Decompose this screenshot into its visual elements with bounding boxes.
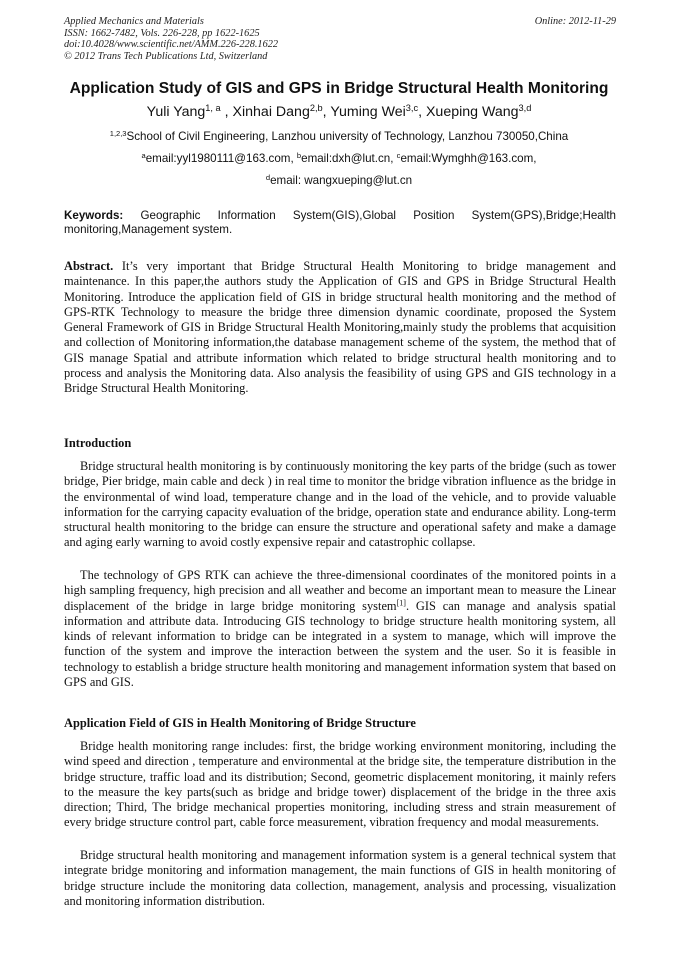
author-sep: , <box>220 104 229 120</box>
doi-line: doi:10.4028/www.scientific.net/AMM.226-228.1622 <box>64 39 279 51</box>
author-name: Xinhai Dang <box>232 104 310 120</box>
author-list <box>40 104 638 120</box>
abstract-label: Abstract. <box>64 259 114 273</box>
author-name: Yuming Wei <box>330 104 406 120</box>
online-date: Online: 2012-11-29 <box>534 16 616 27</box>
citation-ref: [1] <box>396 598 406 608</box>
section-heading-application: Application Field of GIS in Health Monitoring of Bridge Structure <box>64 716 416 730</box>
paragraph <box>64 568 616 690</box>
affiliation-text: School of Civil Engineering, Lanzhou university of Technology, Lanzhou 730050,China <box>126 130 569 143</box>
journal-header <box>64 16 616 62</box>
keywords-label: Keywords: <box>64 209 124 222</box>
affiliation-sup: 1,2,3 <box>109 128 127 138</box>
paragraph-text: The technology of GPS RTK can achieve the three-dimensional coordinates of the monitored points in a high sampling frequency, high precision and all weather and become an important mean to measure the Linear displacement of the bridge in large bridge monitoring system <box>64 568 616 613</box>
keywords-text: Geographic Information System(GIS),Global Position System(GPS),Bridge;Health monitoring,Management system. <box>64 209 616 237</box>
paragraph: Bridge health monitoring range includes: first, the bridge working environment monitoring, including the wind speed and direction , temperature and environmental at the bridge site, the temperature distribution in the bridge structure, traffic load and its distribution; Second, geometric displacement monitoring, it mainly refers to the measure the key parts(such as bridge and bridge tower) displacement of the bridge in the three axis direction; Third, The bridge mechanical properties monitoring, including stress and strain measurement of every bridge structure control part, cable force measurement, vibration frequency and modal measurements. <box>64 739 616 830</box>
author-sup: 3,d <box>518 102 532 113</box>
author-sup: 3,c <box>405 102 419 113</box>
paper-title: Application Study of GIS and GPS in Bridge Structural Health Monitoring <box>69 80 609 97</box>
email-text: email:dxh@lut.cn, <box>301 152 397 165</box>
copyright-line: © 2012 Trans Tech Publications Ltd, Switzerland <box>64 50 268 62</box>
author-sep: , <box>418 104 426 120</box>
keywords <box>64 209 616 238</box>
email-text: email:Wymghh@163.com, <box>400 152 537 165</box>
paragraph-text: . GIS can manage and analysis spatial information and attribute data. Introducing GIS technology to bridge structure health monitoring system, all kinds of relevant information to bridge can be integrated in a system to manage, which will improve the function of the system and improve the interaction between the system and the user. So it is feasible in technology to establish a bridge structure health monitoring and management information system that based on GPS and GIS. <box>64 598 616 689</box>
email-line <box>40 174 638 187</box>
affiliation <box>40 130 638 143</box>
author-sep: , <box>322 104 331 120</box>
author-name: Yuli Yang <box>146 104 206 120</box>
email-sup: d <box>265 172 271 182</box>
email-sup: c <box>396 150 401 160</box>
abstract <box>64 259 616 396</box>
author-sup: 1, a <box>205 102 221 113</box>
author-name: Xueping Wang <box>425 104 519 120</box>
email-sup: b <box>296 150 302 160</box>
email-text: email:yyl1980111@163.com, <box>145 152 297 165</box>
section-heading-introduction: Introduction <box>64 436 132 450</box>
issn-line: ISSN: 1662-7482, Vols. 226-228, pp 1622-1625 <box>64 27 260 39</box>
paragraph: Bridge structural health monitoring and management information system is a general technical system that integrate bridge monitoring and information management, the main functions of GIS in health monitoring of bridge structure include the monitoring data collection, management, analysis and processing, visualization and monitoring information distribution. <box>64 848 616 908</box>
author-sup: 2,b <box>309 102 323 113</box>
email-sup: a <box>141 150 146 160</box>
paragraph: Bridge structural health monitoring is by continuously monitoring the key parts of the bridge (such as tower bridge, Pier bridge, main cable and deck ) in real time to monitor the bridge vibration influence as the bridge in the environmental of wind load, temperature change and in the load of the vehicle, and to provide valuable information for the carrying capacity evaluation of the bridge, operation state and endurance ability. Long-term structural health monitoring to the bridge can ensure the structure and operational safety and make a damage and aging early warning to avoid costly expensive repair and catastrophic collapse. <box>64 459 616 550</box>
abstract-text: It’s very important that Bridge Structural Health Monitoring to bridge management and maintenance. In this paper,the authors study the Application of GIS and GPS in Bridge Structural Health Monitoring. Introduce the application field of GIS in bridge structural health monitoring and the method of GPS-RTK Technology to measure the bridge three dimension dynamic coordinate, proposed the System General Framework of GIS in Bridge Structural Health Monitoring,mainly study the problems that acquisition and collection of Monitoring information,the database management scheme of the system, the method that of GIS manage Spatial and attribute information which related to bridge structural health monitoring and to process and analysis the Monitoring data. Also analysis the feasibility of using GPS and GIS technology in a Bridge Structural Health Monitoring. <box>64 259 616 395</box>
journal-name: Applied Mechanics and Materials <box>64 16 204 27</box>
email-text: email: wangxueping@lut.cn <box>270 174 413 187</box>
email-line <box>40 152 638 165</box>
